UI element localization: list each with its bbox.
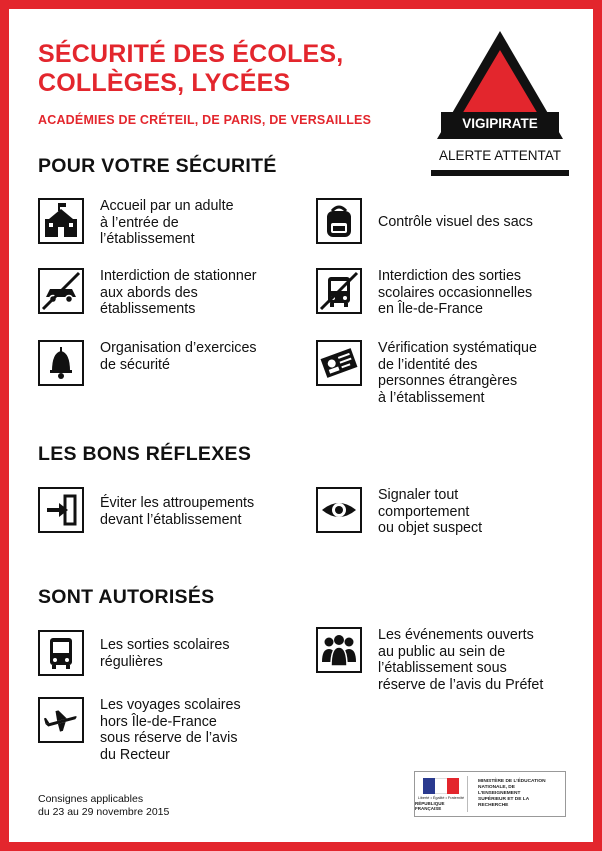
airplane-icon bbox=[38, 697, 84, 743]
text-line: scolaires occasionnelles bbox=[378, 284, 533, 301]
item-voyages bbox=[38, 697, 241, 763]
item-verification-text bbox=[378, 340, 537, 406]
subtitle: ACADÉMIES DE CRÉTEIL, DE PARIS, DE VERSAILLES bbox=[38, 113, 372, 127]
text-line: SUPÉRIEUR ET DE LA RECHERCHE bbox=[478, 797, 529, 808]
text-line: Accueil par un adulte bbox=[100, 198, 234, 214]
text-line: à l’entrée de bbox=[100, 214, 179, 231]
divider bbox=[467, 776, 468, 812]
text-line: Les événements ouverts bbox=[378, 627, 534, 643]
text-line: Vérification systématique bbox=[378, 340, 537, 356]
text-line: en Île-de-France bbox=[378, 301, 483, 317]
enter-door-icon bbox=[38, 487, 84, 533]
section-heading-reflexes: LES BONS RÉFLEXES bbox=[38, 443, 252, 465]
item-controle-text bbox=[378, 214, 533, 231]
title-line-1: SÉCURITÉ DES ÉCOLES, bbox=[38, 40, 344, 68]
item-attroupements-text bbox=[100, 495, 254, 528]
id-card-icon bbox=[316, 340, 362, 386]
ministry-name bbox=[478, 779, 558, 809]
item-sorties-interdites-text bbox=[378, 268, 532, 318]
text-line: à l’établissement bbox=[378, 389, 485, 406]
item-sorties-interdites bbox=[316, 268, 532, 318]
text-line: hors Île-de-France bbox=[100, 713, 217, 730]
bus-icon bbox=[38, 630, 84, 676]
backpack-icon bbox=[316, 198, 362, 244]
text-line: Interdiction de stationner bbox=[100, 268, 257, 284]
ministry-logo bbox=[414, 771, 566, 817]
validity-note bbox=[38, 793, 169, 819]
text-line: du 23 au 29 novembre 2015 bbox=[38, 806, 170, 818]
eye-icon bbox=[316, 487, 362, 533]
motto: Liberté • Égalité • Fraternité bbox=[417, 795, 465, 800]
text-line: devant l’établissement bbox=[100, 511, 242, 528]
text-line: l’établissement bbox=[100, 231, 195, 247]
text-line: NATIONALE, DE L’ENSEIGNEMENT bbox=[478, 785, 521, 796]
text-line: de sécurité bbox=[100, 356, 170, 373]
text-line: comportement bbox=[378, 503, 470, 520]
no-bus-icon bbox=[316, 268, 362, 314]
item-accueil-text bbox=[100, 198, 234, 248]
text-line: personnes étrangères bbox=[378, 373, 518, 389]
text-line: sous réserve de l’avis bbox=[100, 730, 238, 746]
no-parking-car-icon bbox=[38, 268, 84, 314]
french-flag-icon bbox=[423, 778, 459, 794]
marianne-logo bbox=[415, 772, 467, 816]
text-line: de l’identité des bbox=[378, 356, 478, 373]
text-line: l’établissement sous bbox=[378, 660, 507, 676]
item-verification bbox=[316, 340, 537, 406]
item-sorties-regulieres-text bbox=[100, 637, 230, 670]
text-line: du Recteur bbox=[100, 746, 170, 763]
item-signaler-text bbox=[378, 487, 482, 537]
item-signaler bbox=[316, 487, 482, 537]
crowd-icon bbox=[316, 627, 362, 673]
item-evenements-text bbox=[378, 627, 543, 693]
vigipirate-logo bbox=[431, 28, 569, 178]
text-line: Contrôle visuel des sacs bbox=[378, 214, 533, 230]
text-line: Interdiction des sorties bbox=[378, 268, 522, 284]
text-line: ou objet suspect bbox=[378, 520, 483, 536]
item-sorties-regulieres bbox=[38, 630, 230, 676]
section-heading-authorized: SONT AUTORISÉS bbox=[38, 586, 215, 608]
item-evenements bbox=[316, 627, 543, 693]
text-line: régulières bbox=[100, 653, 163, 670]
item-stationner-text bbox=[100, 268, 257, 318]
text-line: Organisation d’exercices bbox=[100, 340, 257, 356]
text-line: Éviter les attroupements bbox=[100, 495, 255, 511]
school-building-icon bbox=[38, 198, 84, 244]
item-exercices-text bbox=[100, 340, 257, 373]
item-exercices bbox=[38, 340, 257, 386]
title-line-2: COLLÈGES, LYCÉES bbox=[38, 69, 291, 97]
item-controle bbox=[316, 198, 533, 244]
vigipirate-label: VIGIPIRATE bbox=[462, 116, 538, 131]
text-line: aux abords des bbox=[100, 284, 198, 301]
text-line: au public au sein de bbox=[378, 643, 506, 660]
bell-icon bbox=[38, 340, 84, 386]
text-line: réserve de l’avis du Préfet bbox=[378, 676, 544, 693]
page-title bbox=[38, 40, 408, 98]
text-line: Consignes applicables bbox=[38, 793, 144, 805]
text-line: établissements bbox=[100, 301, 196, 317]
item-attroupements bbox=[38, 487, 254, 533]
text-line: Les voyages scolaires bbox=[100, 697, 241, 713]
item-voyages-text bbox=[100, 697, 241, 763]
section-heading-security: POUR VOTRE SÉCURITÉ bbox=[38, 155, 277, 177]
republic-label: RÉPUBLIQUE FRANÇAISE bbox=[415, 800, 445, 811]
alert-level-label: ALERTE ATTENTAT bbox=[438, 148, 562, 163]
item-stationner bbox=[38, 268, 257, 318]
item-accueil bbox=[38, 198, 234, 248]
text-line: Les sorties scolaires bbox=[100, 637, 230, 653]
text-line: MINISTÈRE DE L’ÉDUCATION bbox=[478, 779, 546, 784]
text-line: Signaler tout bbox=[378, 487, 459, 503]
